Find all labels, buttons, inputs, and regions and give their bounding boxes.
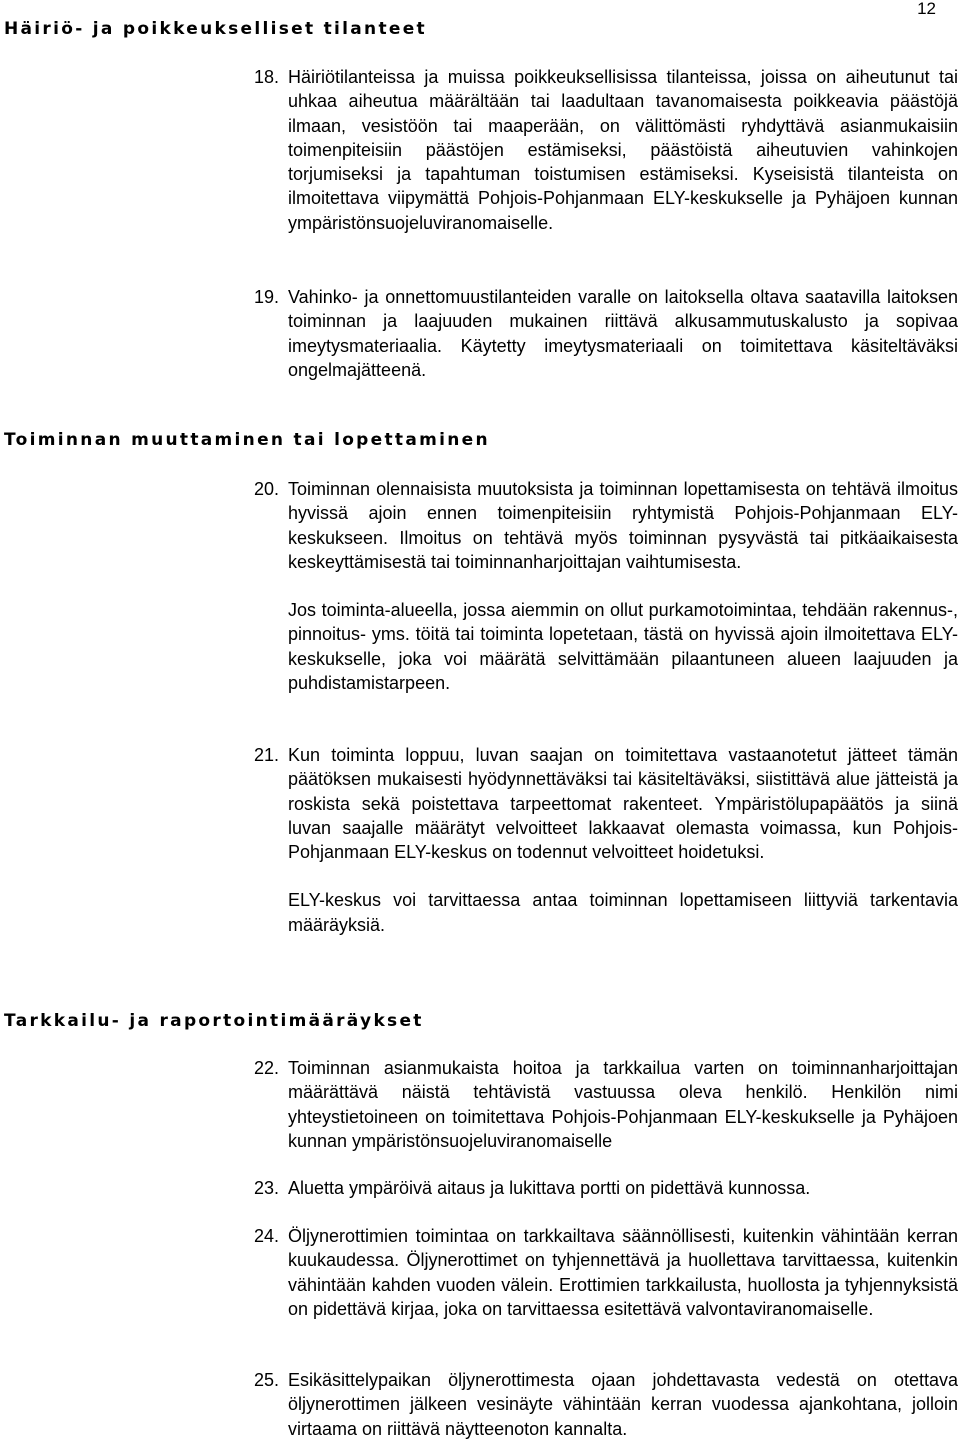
item-body (288, 1368, 958, 1441)
item-number: 21. (254, 745, 280, 765)
item-number: 25. (254, 1370, 280, 1390)
item-body (288, 285, 958, 382)
item-body (288, 1224, 958, 1321)
item-number: 18. (254, 67, 280, 87)
section-heading-tarkkailu: Tarkkailu- ja raportointimääräykset (4, 1011, 424, 1031)
item-body (288, 65, 958, 235)
list-item-25 (254, 1368, 958, 1441)
item-number: 23. (254, 1178, 280, 1198)
list-item-22 (254, 1056, 958, 1153)
item-body (288, 1176, 958, 1200)
item-paragraph: Häiriötilanteissa ja muissa poikkeuksellisissa tilanteissa, joissa on aiheutunut tai uhkaa aiheutua määrältään tai laadultaan tavanomaisesta poikkeavia päästöjä ilmaan, vesistöön tai maaperään, on välittömästi ryhdyttävä asianmukaisiin toimenpiteisiin päästöjen estämiseksi, päästöistä aiheutuvien vahinkojen torjumiseksi ja tapahtuman toistumisen estämiseksi. Kyseisistä tilanteista on ilmoitettava viipymättä Pohjois-Pohjanmaan ELY-keskukselle ja Pyhäjoen kunnan ympäristönsuojeluviranomaiselle. (288, 67, 958, 233)
list-item-23 (254, 1176, 958, 1200)
list-item-19 (254, 285, 958, 382)
item-paragraph: Jos toiminta-alueella, jossa aiemmin on ollut purkamotoimintaa, tehdään rakennus-, pinnoitus- yms. töitä tai toiminta lopetetaan, tästä on hyvissä ajoin ilmoitettava ELY-keskukselle, joka voi määrätä selvittämään pilaantuneen alueen laajuuden ja puhdistamistarpeen. (288, 600, 958, 694)
list-item-20 (254, 477, 958, 695)
list-item-18 (254, 65, 958, 235)
item-paragraph: ELY-keskus voi tarvittaessa antaa toiminnan lopettamiseen liittyviä tarkentavia määräyksiä. (288, 890, 958, 935)
item-number: 22. (254, 1058, 280, 1078)
item-number: 19. (254, 287, 280, 307)
item-paragraph: Esikäsittelypaikan öljynerottimesta ojaan johdettavasta vedestä on otettava öljynerottimen jälkeen vesinäyte vähintään kerran vuodessa ajankohtana, jolloin virtaama on riittävä näytteenoton kannalta. (288, 1370, 958, 1439)
item-body (288, 1056, 958, 1153)
item-paragraph: Aluetta ympäröivä aitaus ja lukittava portti on pidettävä kunnossa. (288, 1178, 811, 1198)
list-item-21 (254, 743, 958, 937)
item-number: 20. (254, 479, 280, 499)
section-heading-hairio: Häiriö- ja poikkeukselliset tilanteet (4, 19, 427, 39)
item-paragraph: Toiminnan olennaisista muutoksista ja toiminnan lopettamisesta on tehtävä ilmoitus hyvissä ajoin ennen toimenpiteisiin ryhtymistä Pohjois-Pohjanmaan ELY-keskukseen. Ilmoitus on tehtävä myös toiminnan pysyvästä tai pitkäaikaisesta keskeyttämisestä tai toiminnanharjoittajan vaihtumisesta. (288, 479, 958, 572)
page-number: 12 (917, 0, 936, 18)
item-paragraph: Vahinko- ja onnettomuustilanteiden varalle on laitoksella oltava saatavilla laitoksen toiminnan ja laajuuden mukainen riittävä alkusammutuskalusto ja sopivaa imeytysmateriaalia. Käytetty imeytysmateriaali on toimitettava käsiteltäväksi ongelmajätteenä. (288, 287, 958, 380)
item-paragraph: Kun toiminta loppuu, luvan saajan on toimitettava vastaanotetut jätteet tämän päätöksen mukaisesti hyödynnettäväksi tai käsiteltäväksi, siistittävä alue jätteistä ja roskista sekä poistettava tarpeettomat rakenteet. Ympäristölupapäätös ja siinä luvan saajalle määrätyt velvoitteet lakkaavat olemasta voimassa, kun Pohjois-Pohjanmaan ELY-keskus on todennut velvoitteet hoidetuksi. (288, 745, 958, 863)
item-body (288, 477, 958, 695)
item-number: 24. (254, 1226, 280, 1246)
item-paragraph: Toiminnan asianmukaista hoitoa ja tarkkailua varten on toiminnanharjoittajan määrättävä näistä tehtävistä vastuussa oleva henkilö. Henkilön nimi yhteystietoineen on toimitettava Pohjois-Pohjanmaan ELY-keskukselle ja Pyhäjoen kunnan ympäristönsuojeluviranomaiselle (288, 1058, 958, 1151)
list-item-24 (254, 1224, 958, 1321)
item-paragraph: Öljynerottimien toimintaa on tarkkailtava säännöllisesti, kuitenkin vähintään kerran kuukaudessa. Öljynerottimet on tyhjennettävä ja huollettava tarvittaessa, kuitenkin vähintään kahden vuoden välein. Erottimien tarkkailusta, huollosta ja tyhjennyksistä on pidettävä kirjaa, joka on tarvittaessa esitettävä valvontaviranomaiselle. (288, 1226, 958, 1319)
item-body (288, 743, 958, 937)
section-heading-toiminnan-muuttaminen: Toiminnan muuttaminen tai lopettaminen (4, 430, 490, 450)
